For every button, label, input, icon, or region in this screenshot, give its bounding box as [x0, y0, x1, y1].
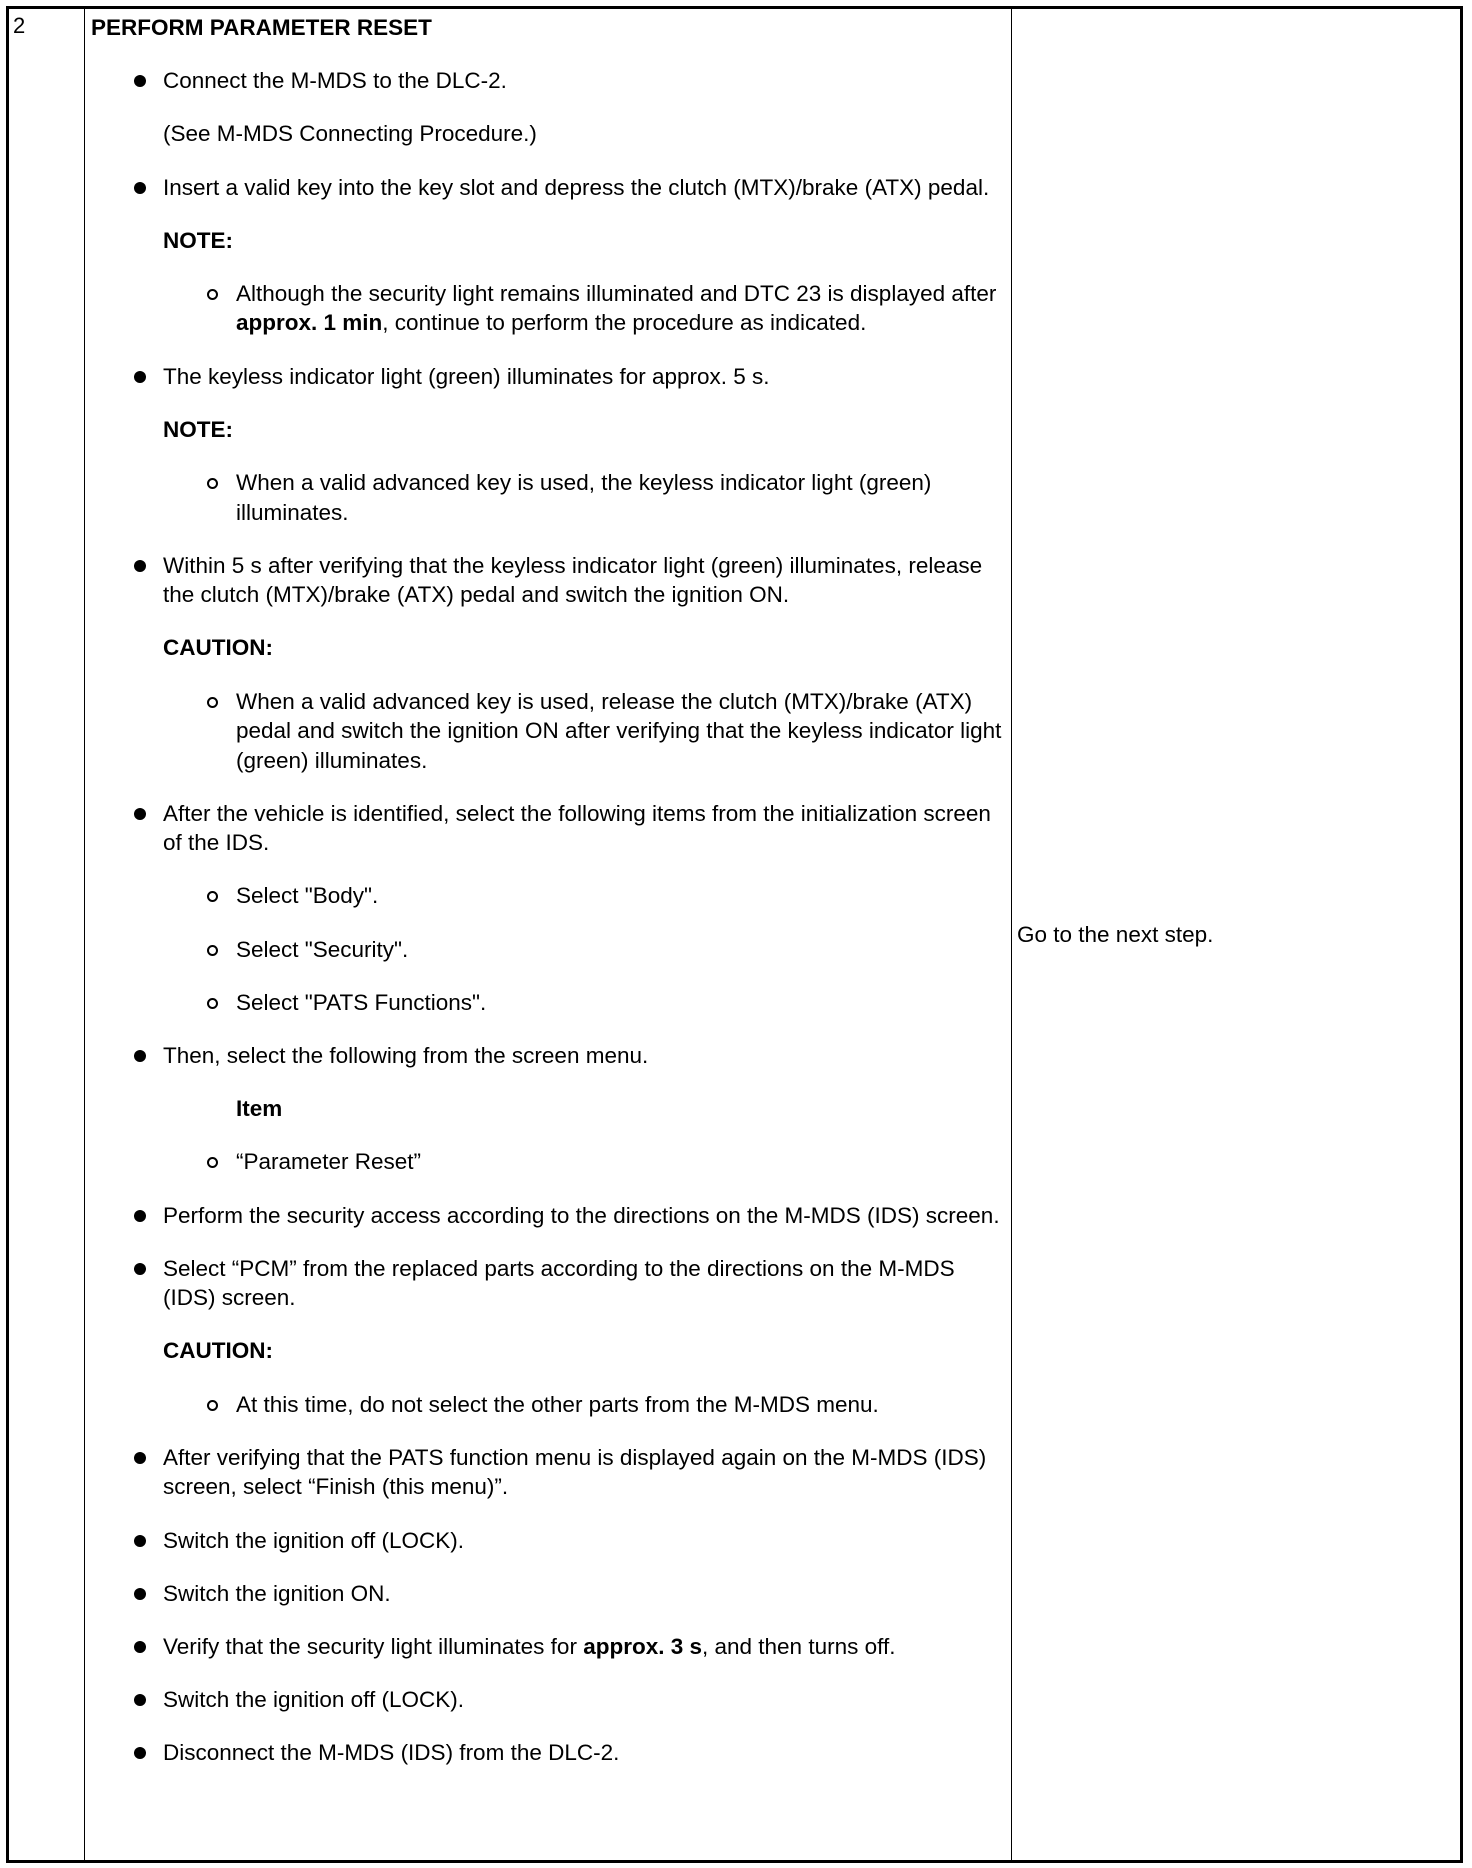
- text: NOTE:: [163, 416, 233, 442]
- bullet-item: [91, 1579, 1011, 1609]
- text: At this time, do not select the other parts from the M-MDS menu.: [236, 1391, 879, 1417]
- step-row: [8, 8, 1462, 1862]
- bullet-dot-icon: [134, 1050, 146, 1062]
- action-cell: [85, 8, 1012, 1862]
- note-label: [91, 633, 1011, 663]
- bullet-item: [91, 551, 1011, 610]
- bullet-item: [91, 799, 1011, 858]
- text: Switch the ignition off (LOCK).: [163, 1687, 464, 1713]
- text: Insert a valid key into the key slot and depress the clutch (MTX)/brake (ATX) pedal.: [163, 174, 990, 200]
- text: Select "Security".: [236, 936, 409, 962]
- hollow-bullet-icon: [207, 697, 218, 708]
- text: Perform the security access according to the directions on the M-MDS (IDS) screen.: [163, 1202, 1000, 1228]
- hollow-bullet-icon: [207, 1400, 218, 1411]
- text: After the vehicle is identified, select the following items from the initialization screen of the IDS.: [163, 800, 991, 856]
- text: Disconnect the M-MDS (IDS) from the DLC-2.: [163, 1740, 620, 1766]
- bullet-item: [91, 1685, 1011, 1715]
- bullet-dot-icon: [134, 1210, 146, 1222]
- bullet-dot-icon: [134, 75, 146, 87]
- text: Verify that the security light illuminates for: [163, 1633, 584, 1659]
- bullet-dot-icon: [134, 1641, 146, 1653]
- text: After verifying that the PATS function menu is displayed again on the M-MDS (IDS) screen, select “Finish (this menu)”.: [163, 1444, 987, 1500]
- sub-bullet-item: [91, 935, 1011, 965]
- hollow-bullet-icon: [207, 1157, 218, 1168]
- bullet-item: [91, 1526, 1011, 1556]
- bullet-item: [91, 66, 1011, 96]
- item-label: [91, 1094, 1011, 1124]
- text: NOTE:: [163, 227, 233, 253]
- text: “Parameter Reset”: [236, 1149, 422, 1175]
- step-title: PERFORM PARAMETER RESET: [91, 15, 432, 40]
- bullet-item: [91, 1738, 1011, 1768]
- bullet-item: [91, 1254, 1011, 1313]
- note-label: [91, 1336, 1011, 1366]
- hollow-bullet-icon: [207, 998, 218, 1009]
- sub-bullet-item: [91, 1390, 1011, 1420]
- text: When a valid advanced key is used, the keyless indicator light (green) illuminates.: [236, 470, 932, 525]
- hollow-bullet-icon: [207, 945, 218, 956]
- bullet-item: [91, 1443, 1011, 1502]
- text: Select “PCM” from the replaced parts according to the directions on the M-MDS (IDS) screen.: [163, 1255, 955, 1311]
- sub-bullet-item: [91, 687, 1011, 776]
- text: Within 5 s after verifying that the keyless indicator light (green) illuminates, release the clutch (MTX)/brake (ATX) pedal and switch the ignition ON.: [163, 552, 983, 608]
- emphasis-text: approx. 1 min: [236, 310, 383, 336]
- text: Then, select the following from the screen menu.: [163, 1043, 649, 1068]
- hollow-bullet-icon: [207, 478, 218, 489]
- bullet-dot-icon: [134, 1747, 146, 1759]
- text: Item: [236, 1096, 283, 1122]
- text: Switch the ignition ON.: [163, 1580, 391, 1606]
- bullet-dot-icon: [134, 182, 146, 194]
- text: Switch the ignition off (LOCK).: [163, 1527, 464, 1553]
- bullet-dot-icon: [134, 371, 146, 383]
- paragraph: [91, 119, 1011, 149]
- bullet-item: [91, 1041, 1011, 1071]
- text: , and then turns off.: [701, 1633, 896, 1659]
- bullet-dot-icon: [134, 1452, 146, 1464]
- bullet-item: [91, 173, 1011, 203]
- step-number-cell: [8, 8, 85, 1862]
- text: CAUTION:: [163, 635, 273, 661]
- bullet-dot-icon: [134, 1588, 146, 1600]
- bullet-item: [91, 362, 1011, 392]
- sub-bullet-item: [91, 1147, 1011, 1177]
- sub-bullet-item: [91, 988, 1011, 1018]
- text: (See M-MDS Connecting Procedure.): [163, 121, 537, 147]
- emphasis-text: approx. 3 s: [583, 1633, 702, 1659]
- hollow-bullet-icon: [207, 891, 218, 902]
- bullet-item: [91, 1632, 1011, 1662]
- sub-bullet-item: [91, 468, 1011, 527]
- text: Although the security light remains illuminated and DTC 23 is displayed after: [236, 280, 997, 306]
- instruction-list: [91, 66, 1011, 1768]
- bullet-dot-icon: [134, 1263, 146, 1275]
- sub-bullet-item: [91, 279, 1011, 338]
- result-text: Go to the next step.: [1017, 921, 1214, 947]
- text: The keyless indicator light (green) illuminates for approx. 5 s.: [163, 363, 770, 389]
- bullet-dot-icon: [134, 1535, 146, 1547]
- step-number: 2: [13, 13, 26, 38]
- hollow-bullet-icon: [207, 289, 218, 300]
- text: Connect the M-MDS to the DLC-2.: [163, 68, 507, 94]
- text: Select "PATS Functions".: [236, 989, 487, 1015]
- text: , continue to perform the procedure as indicated.: [382, 310, 867, 336]
- text: Select "Body".: [236, 883, 379, 909]
- bullet-dot-icon: [134, 1694, 146, 1706]
- text: CAUTION:: [163, 1338, 273, 1364]
- bullet-dot-icon: [134, 560, 146, 572]
- sub-bullet-item: [91, 881, 1011, 911]
- note-label: [91, 226, 1011, 256]
- procedure-table: [6, 6, 1463, 1863]
- result-cell: [1012, 8, 1462, 1862]
- note-label: [91, 415, 1011, 445]
- bullet-item: [91, 1201, 1011, 1231]
- bullet-dot-icon: [134, 808, 146, 820]
- text: When a valid advanced key is used, release the clutch (MTX)/brake (ATX) pedal and switch the ignition ON after verifying that the keyless indicator light (green) illuminates.: [236, 688, 1002, 773]
